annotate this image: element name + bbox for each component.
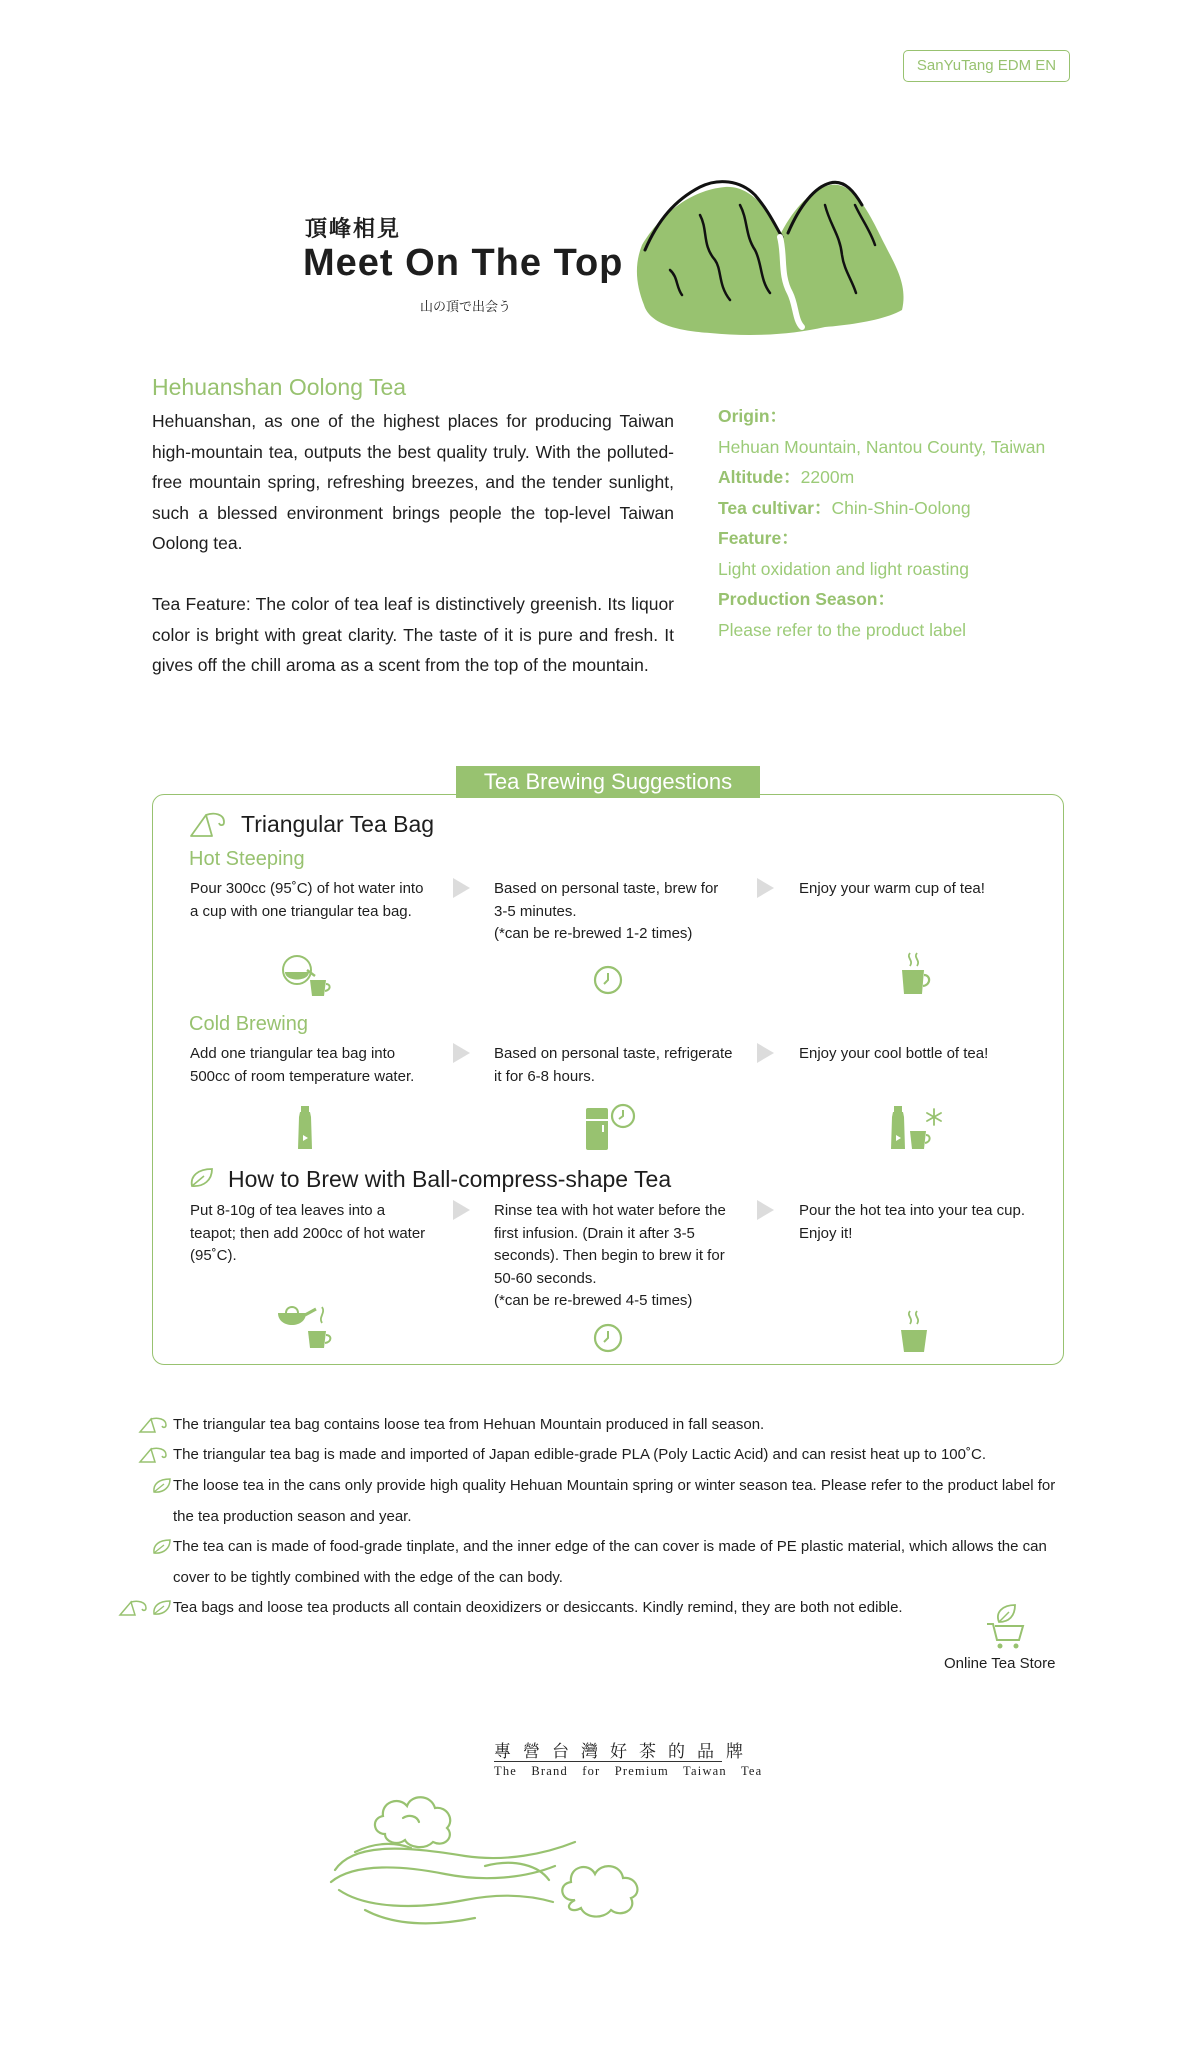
ball-step-2: Rinse tea with hot water before the first infusion. (Drain it after 3-5 seconds). Then begin to brew it for 50-60 seconds. (*can be re-brewed 4-5 times) <box>494 1202 726 1309</box>
bottle-cup-snow-icon <box>888 1105 948 1151</box>
note-item: The loose tea in the cans only provide high quality Hehuan Mountain spring or winter season tea. Please refer to the product label for the tea production season and year. <box>173 1477 1056 1525</box>
tea-leaf-icon <box>188 1166 216 1190</box>
tea-bag-icon <box>188 810 232 840</box>
cultivar-label: Tea cultivar： <box>718 497 832 518</box>
tea-bowl-icon <box>898 1308 932 1354</box>
tea-bag-icon <box>138 1416 172 1434</box>
description-paragraph: Hehuanshan, as one of the highest places for producing Taiwan high-mountain tea, outputs the best quality truly. With the polluted-free mountain spring, refreshing breezes, and the tender sunlight, such a blessed environment brings people the top-level Taiwan Oolong tea. <box>152 411 674 553</box>
note-item: The triangular tea bag contains loose tea from Hehuan Mountain produced in fall season. <box>173 1416 765 1433</box>
timer-icon <box>592 1322 624 1354</box>
cold-step-2: Based on personal taste, refrigerate it for 6-8 hours. <box>494 1045 733 1085</box>
note-item: The triangular tea bag is made and imported of Japan edible-grade PLA (Poly Lactic Acid) and can resist heat up to 100˚C. <box>173 1446 986 1463</box>
step-arrow-icon <box>757 1043 774 1063</box>
bottle-icon <box>295 1105 315 1151</box>
teapot-cup-icon <box>272 1295 336 1349</box>
origin-label: Origin： <box>718 406 788 426</box>
step-arrow-icon <box>453 1200 470 1220</box>
tea-leaf-icon <box>152 1538 172 1556</box>
tea-cart-icon[interactable] <box>985 1602 1027 1650</box>
season-label: Production Season： <box>718 589 895 609</box>
fridge-timer-icon <box>583 1102 639 1152</box>
teapot-pour-icon <box>275 950 333 998</box>
product-specs <box>718 401 1078 645</box>
altitude-label: Altitude： <box>718 467 801 487</box>
hero-cjk-title: 頂峰相見 <box>305 216 402 241</box>
tea-bag-title: Triangular Tea Bag <box>241 811 435 837</box>
origin-value: Hehuan Mountain, Nantou County, Taiwan <box>718 436 1046 457</box>
feature-value: Light oxidation and light roasting <box>718 558 970 579</box>
hot-step-2: Based on personal taste, brew for 3-5 minutes. (*can be re-brewed 1-2 times) <box>494 880 719 942</box>
feature-label: Feature： <box>718 528 799 548</box>
timer-icon <box>592 964 624 996</box>
tea-leaf-icon <box>152 1477 172 1495</box>
cloud-wind-illustration <box>325 1770 705 1930</box>
cold-brewing-title: Cold Brewing <box>189 1013 308 1035</box>
hot-steeping-title: Hot Steeping <box>189 848 305 870</box>
step-arrow-icon <box>757 1200 774 1220</box>
altitude-value: 2200m <box>800 467 855 487</box>
step-arrow-icon <box>453 878 470 898</box>
product-description <box>152 406 674 711</box>
hot-cup-icon <box>898 950 932 996</box>
note-item: The tea can is made of food-grade tinplate, and the inner edge of the can cover is made of PE plastic material, which allows the can cover to be tightly combined with the edge of the can body. <box>173 1538 1047 1586</box>
ball-step-3: Pour the hot tea into your tea cup. Enjoy it! <box>799 1202 1025 1242</box>
hero-title: Meet On The Top <box>303 242 624 284</box>
cold-step-1: Add one triangular tea bag into 500cc of room temperature water. <box>190 1045 415 1085</box>
online-store-link[interactable]: Online Tea Store <box>944 1655 1056 1672</box>
note-item: Tea bags and loose tea products all contain deoxidizers or desiccants. Kindly remind, they are both not edible. <box>173 1599 903 1616</box>
brand-en-tagline: The Brand for Premium Taiwan Tea <box>494 1764 763 1778</box>
hot-step-1: Pour 300cc (95˚C) of hot water into a cup with one triangular tea bag. <box>190 880 424 920</box>
brewing-banner: Tea Brewing Suggestions <box>456 766 760 798</box>
cultivar-value: Chin-Shin-Oolong <box>831 497 971 518</box>
cold-step-3: Enjoy your cool bottle of tea! <box>799 1045 989 1062</box>
season-value: Please refer to the product label <box>718 619 967 640</box>
product-heading: Hehuanshan Oolong Tea <box>152 374 407 400</box>
ball-step-1: Put 8-10g of tea leaves into a teapot; then add 200cc of hot water (95˚C). <box>190 1202 426 1264</box>
brand-badge[interactable]: SanYuTang EDM EN <box>903 50 1070 82</box>
tea-bag-icon <box>138 1446 172 1464</box>
hot-step-3: Enjoy your warm cup of tea! <box>799 880 985 897</box>
step-arrow-icon <box>453 1043 470 1063</box>
feature-paragraph: Tea Feature: The color of tea leaf is distinctively greenish. Its liquor color is bright with great clarity. The taste of it is pure and fresh. It gives off the chill aroma as a scent from the top of the mountain. <box>152 594 674 675</box>
brand-divider <box>494 1761 722 1762</box>
step-arrow-icon <box>757 878 774 898</box>
mountain-illustration <box>630 175 920 345</box>
tea-leaf-icon <box>152 1599 172 1617</box>
hero-jp-subtitle: 山の頂で出会う <box>420 299 512 314</box>
ball-tea-title: How to Brew with Ball-compress-shape Tea <box>228 1166 672 1192</box>
brand-cjk-tagline: 專營台灣好茶的品牌 <box>494 1742 755 1761</box>
tea-bag-icon <box>118 1599 152 1617</box>
